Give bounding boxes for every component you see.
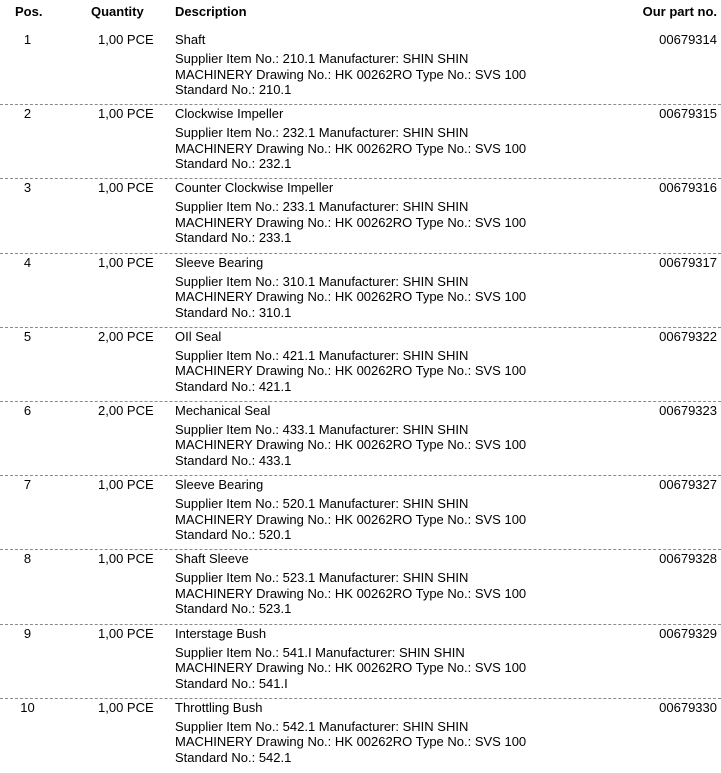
item-detail-line: MACHINERY Drawing No.: HK 00262RO Type No.: SVS 100 — [175, 140, 527, 156]
item-quantity: 1,00 PCE — [98, 32, 154, 47]
item-detail-line: Standard No.: 542.1 — [175, 749, 292, 765]
table-row — [0, 328, 721, 402]
item-title: Shaft Sleeve — [175, 551, 249, 567]
item-quantity: 1,00 PCE — [98, 254, 154, 270]
item-detail-line: MACHINERY Drawing No.: HK 00262RO Type No.: SVS 100 — [175, 363, 527, 379]
item-detail-line: Supplier Item No.: 421.1 Manufacturer: SHIN SHIN — [175, 347, 469, 363]
item-details — [175, 422, 555, 469]
table-row — [0, 254, 721, 328]
header-pos: Pos. — [15, 4, 43, 19]
item-pos: 5 — [23, 328, 32, 344]
item-details — [175, 51, 555, 98]
item-title: Sleeve Bearing — [175, 477, 264, 493]
item-part-no: 00679316 — [659, 180, 717, 196]
item-details — [175, 199, 555, 246]
item-detail-line: Standard No.: 520.1 — [175, 527, 292, 543]
item-part-no: 00679323 — [659, 402, 717, 418]
item-detail-line: Supplier Item No.: 310.1 Manufacturer: SHIN SHIN — [175, 273, 469, 289]
item-detail-line: MACHINERY Drawing No.: HK 00262RO Type No.: SVS 100 — [175, 437, 527, 453]
item-quantity: 1,00 PCE — [98, 551, 154, 567]
item-detail-line: Standard No.: 210.1 — [175, 82, 292, 97]
item-details — [175, 719, 555, 766]
item-detail-line: Supplier Item No.: 520.1 Manufacturer: SHIN SHIN — [175, 496, 469, 512]
item-detail-line: Standard No.: 523.1 — [175, 601, 292, 617]
item-detail-line: MACHINERY Drawing No.: HK 00262RO Type No.: SVS 100 — [175, 585, 527, 601]
item-pos: 3 — [23, 180, 32, 196]
item-detail-line: Supplier Item No.: 542.1 Manufacturer: SHIN SHIN — [175, 718, 469, 734]
item-details — [175, 274, 555, 321]
table-row — [0, 476, 721, 550]
item-detail-line: MACHINERY Drawing No.: HK 00262RO Type No.: SVS 100 — [175, 511, 527, 527]
item-detail-line: MACHINERY Drawing No.: HK 00262RO Type No.: SVS 100 — [175, 660, 527, 675]
item-pos: 1 — [23, 32, 32, 47]
item-title: Counter Clockwise Impeller — [175, 180, 334, 196]
table-row — [0, 550, 721, 624]
item-title: Clockwise Impeller — [175, 106, 284, 122]
item-part-no: 00679317 — [659, 254, 717, 270]
item-detail-line: Standard No.: 232.1 — [175, 156, 292, 172]
item-quantity: 1,00 PCE — [98, 625, 154, 641]
items-table — [0, 31, 721, 773]
item-detail-line: Standard No.: 310.1 — [175, 304, 292, 320]
item-detail-line: MACHINERY Drawing No.: HK 00262RO Type No.: SVS 100 — [175, 214, 527, 230]
item-pos: 8 — [23, 551, 32, 567]
item-quantity: 1,00 PCE — [98, 699, 154, 715]
item-part-no: 00679315 — [659, 106, 717, 122]
item-details — [175, 645, 555, 692]
item-part-no: 00679329 — [659, 625, 717, 641]
item-detail-line: MACHINERY Drawing No.: HK 00262RO Type No.: SVS 100 — [175, 734, 527, 750]
item-pos: 9 — [23, 625, 32, 641]
item-quantity: 2,00 PCE — [98, 402, 154, 418]
table-row — [0, 105, 721, 179]
item-title: Shaft — [175, 32, 206, 47]
item-title: Sleeve Bearing — [175, 254, 264, 270]
item-pos: 7 — [23, 477, 32, 493]
item-detail-line: Standard No.: 421.1 — [175, 378, 292, 394]
item-detail-line: MACHINERY Drawing No.: HK 00262RO Type No.: SVS 100 — [175, 66, 527, 82]
header-part-no: Our part no. — [642, 4, 717, 19]
header-quantity: Quantity — [91, 4, 144, 19]
item-title: Mechanical Seal — [175, 402, 271, 418]
item-pos: 10 — [20, 699, 35, 715]
item-detail-line: Supplier Item No.: 541.I Manufacturer: SHIN SHIN — [175, 644, 465, 660]
item-details — [175, 496, 555, 543]
item-detail-line: Standard No.: 433.1 — [175, 452, 292, 468]
item-quantity: 1,00 PCE — [98, 180, 154, 196]
item-title: Interstage Bush — [175, 625, 267, 641]
item-detail-line: Supplier Item No.: 523.1 Manufacturer: SHIN SHIN — [175, 570, 469, 586]
item-title: OIl Seal — [175, 328, 222, 344]
item-detail-line: MACHINERY Drawing No.: HK 00262RO Type No.: SVS 100 — [175, 289, 527, 305]
item-detail-line: Supplier Item No.: 433.1 Manufacturer: SHIN SHIN — [175, 421, 469, 437]
table-row — [0, 31, 721, 105]
item-quantity: 1,00 PCE — [98, 477, 154, 493]
item-quantity: 1,00 PCE — [98, 106, 154, 122]
table-row — [0, 625, 721, 699]
item-detail-line: Supplier Item No.: 233.1 Manufacturer: SHIN SHIN — [175, 199, 469, 215]
item-part-no: 00679322 — [659, 328, 717, 344]
item-detail-line: Standard No.: 541.I — [175, 675, 288, 691]
table-row — [0, 179, 721, 253]
item-quantity: 2,00 PCE — [98, 328, 154, 344]
item-part-no: 00679327 — [659, 477, 717, 493]
item-part-no: 00679328 — [659, 551, 717, 567]
table-row — [0, 402, 721, 476]
item-pos: 2 — [23, 106, 32, 122]
item-detail-line: Supplier Item No.: 210.1 Manufacturer: SHIN SHIN — [175, 51, 469, 66]
item-part-no: 00679314 — [659, 32, 717, 47]
item-detail-line: Supplier Item No.: 232.1 Manufacturer: SHIN SHIN — [175, 125, 469, 141]
item-details — [175, 125, 555, 172]
header-description: Description — [175, 4, 247, 19]
item-title: Throttling Bush — [175, 699, 263, 715]
table-header — [0, 0, 721, 24]
item-part-no: 00679330 — [659, 699, 717, 715]
item-pos: 4 — [23, 254, 32, 270]
item-details — [175, 348, 555, 395]
item-pos: 6 — [23, 402, 32, 418]
item-details — [175, 570, 555, 617]
item-detail-line: Standard No.: 233.1 — [175, 230, 292, 246]
table-row — [0, 699, 721, 773]
